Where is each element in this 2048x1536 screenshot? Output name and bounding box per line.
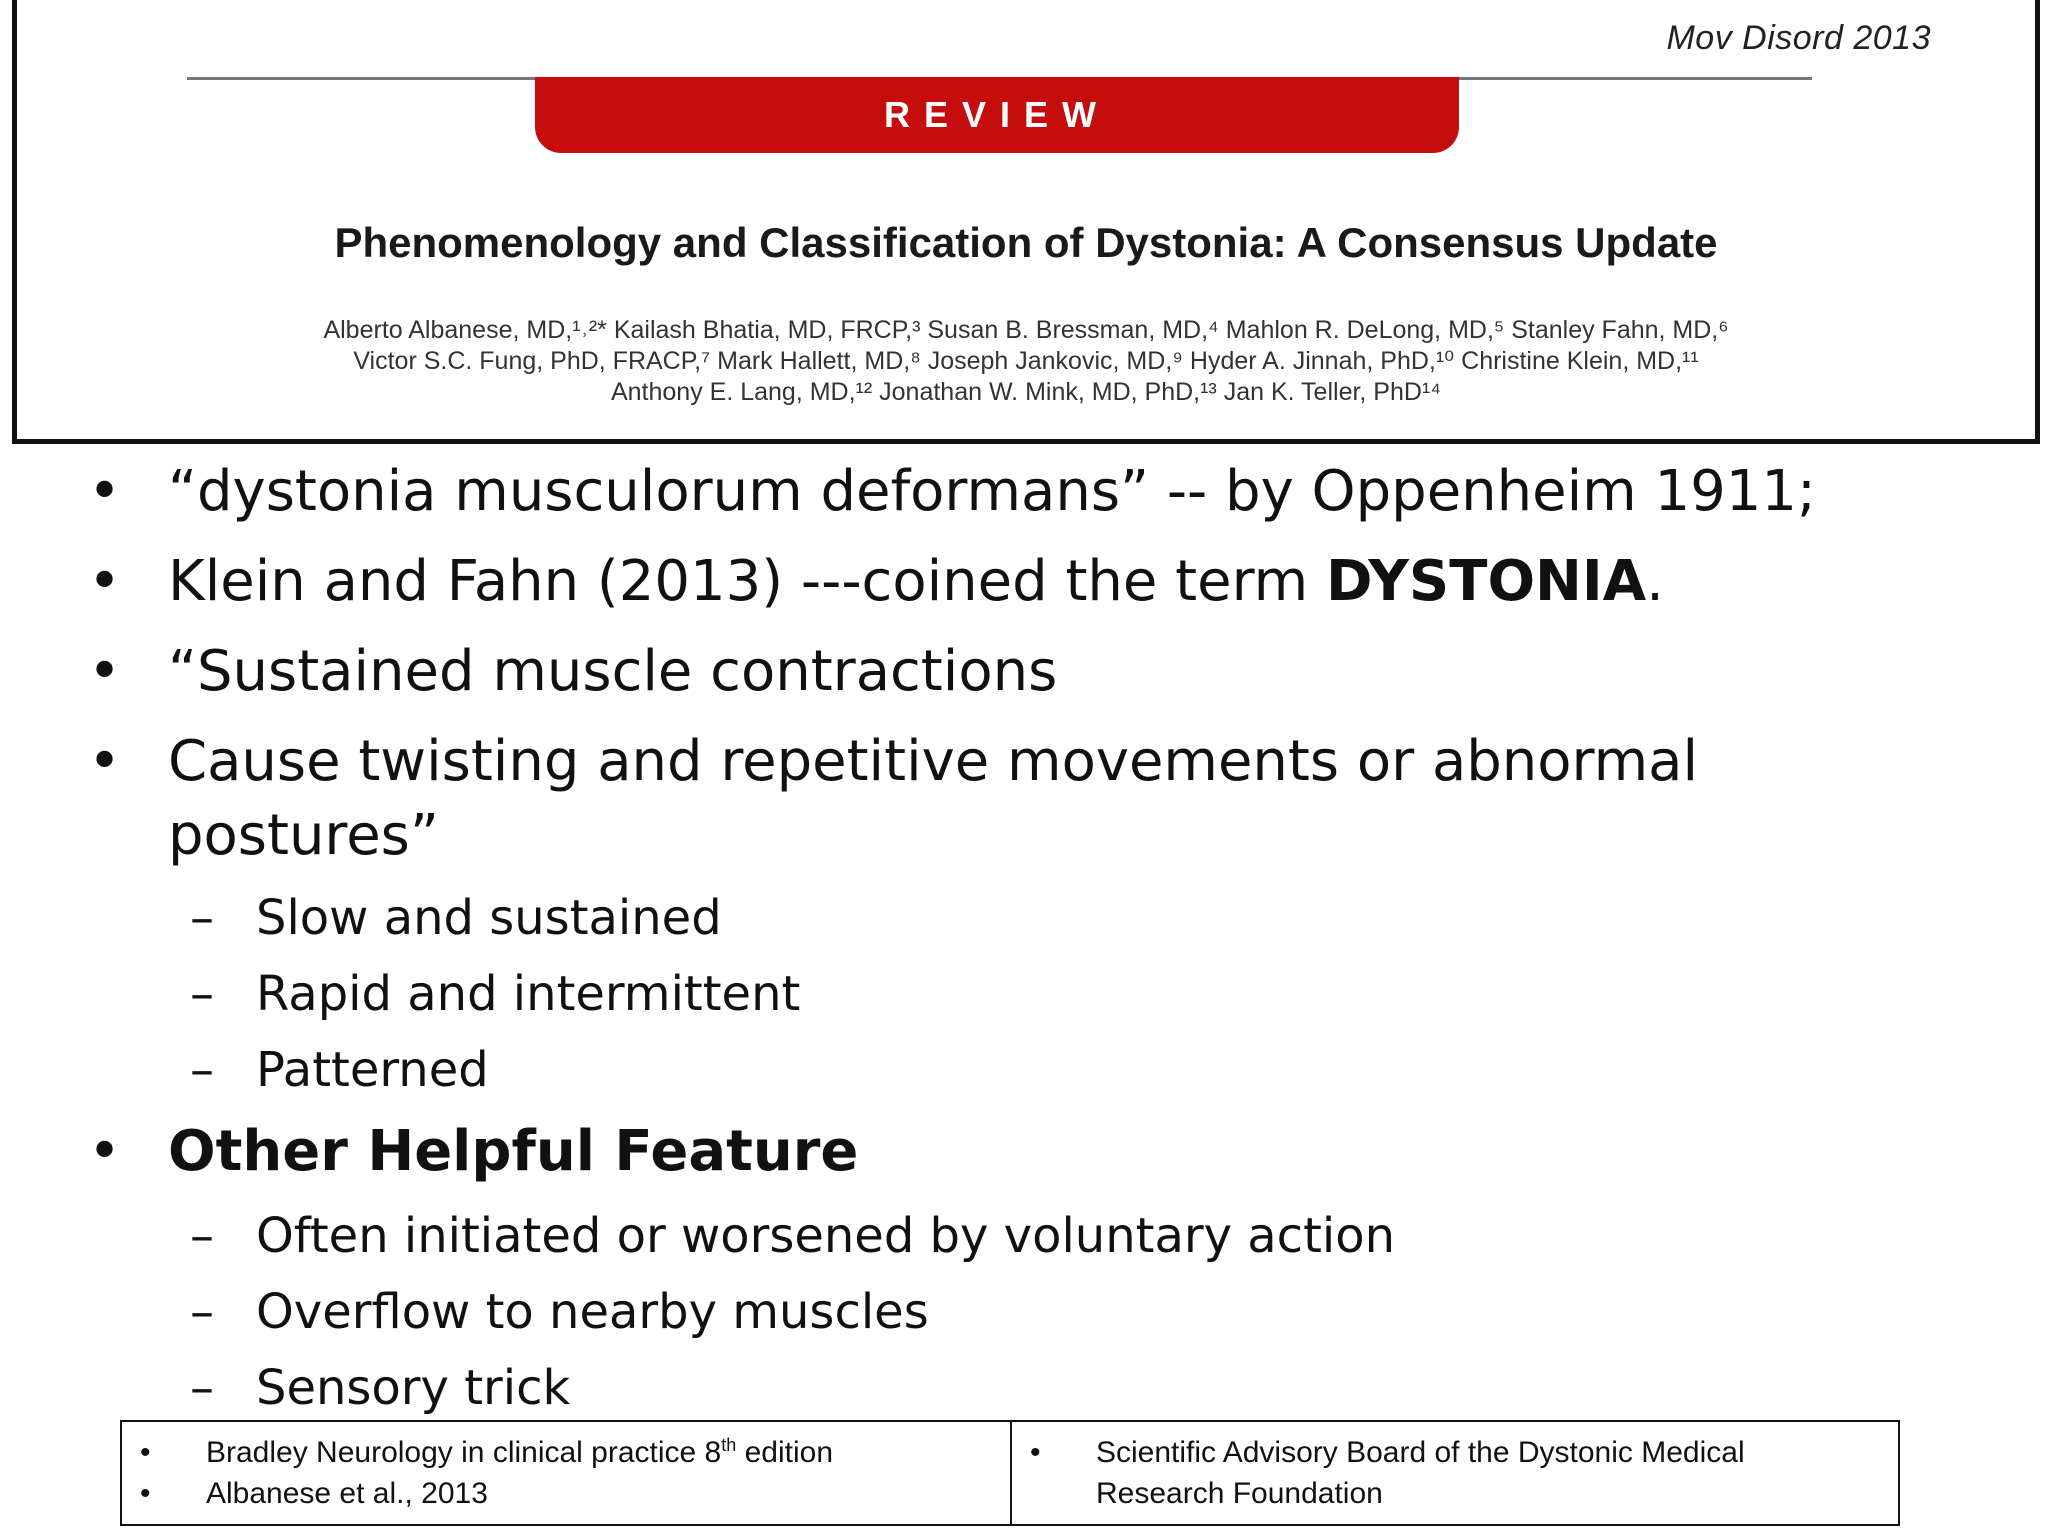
bullet-icon: • bbox=[88, 729, 122, 794]
bullet-text-suffix: . bbox=[1646, 549, 1664, 614]
bullet-icon: • bbox=[1030, 1436, 1041, 1469]
references-table bbox=[120, 1420, 1900, 1526]
bullet-icon: • bbox=[88, 1119, 122, 1184]
sub-item-text: Patterned bbox=[256, 1042, 489, 1098]
bullet-text bbox=[168, 545, 1664, 619]
sub-item-text: Rapid and intermittent bbox=[256, 966, 801, 1022]
bullet-icon: • bbox=[88, 549, 122, 614]
dash-icon: – bbox=[190, 966, 214, 1022]
references-left-cell bbox=[122, 1422, 1010, 1524]
reference-item bbox=[1012, 1432, 1898, 1473]
sub-item-text: Often initiated or worsened by voluntary action bbox=[256, 1208, 1396, 1264]
author-line: Victor S.C. Fung, PhD, FRACP,⁷ Mark Hallett, MD,⁸ Joseph Jankovic, MD,⁹ Hyder A. Jinnah, PhD,¹⁰ Christine Klein, MD,¹¹ bbox=[353, 347, 1699, 375]
bullet-heading: Other Helpful Feature bbox=[168, 1119, 859, 1184]
reference-text: Research Foundation bbox=[1096, 1477, 1383, 1510]
review-banner: REVIEW bbox=[535, 77, 1459, 153]
dash-icon: – bbox=[190, 890, 214, 946]
reference-item bbox=[122, 1432, 1010, 1473]
dystonia-term: DYSTONIA bbox=[1325, 549, 1647, 614]
bullet-text: Cause twisting and repetitive movements or abnormal bbox=[168, 729, 1699, 794]
bullet-text: “dystonia musculorum deformans” -- by Oppenheim 1911; bbox=[168, 459, 1816, 524]
sub-item-text: Slow and sustained bbox=[256, 890, 722, 946]
bullet-text: “Sustained muscle contractions bbox=[168, 639, 1058, 704]
bullet-icon: • bbox=[140, 1477, 151, 1510]
sub-item-text: Sensory trick bbox=[256, 1360, 571, 1416]
bullet-text-prefix: Klein and Fahn (2013) ---coined the term bbox=[168, 549, 1326, 614]
dash-icon: – bbox=[190, 1360, 214, 1416]
author-line: Alberto Albanese, MD,¹˒²* Kailash Bhatia, MD, FRCP,³ Susan B. Bressman, MD,⁴ Mahlon R. DeLong, MD,⁵ Stanley Fahn, MD,⁶ bbox=[323, 316, 1729, 344]
bullet-icon: • bbox=[88, 459, 122, 524]
bullet-text: postures” bbox=[168, 803, 439, 868]
bullet-icon: • bbox=[140, 1436, 151, 1469]
reference-text: Bradley Neurology in clinical practice 8 bbox=[206, 1436, 722, 1469]
author-line: Anthony E. Lang, MD,¹² Jonathan W. Mink, MD, PhD,¹³ Jan K. Teller, PhD¹⁴ bbox=[610, 378, 1442, 406]
dash-icon: – bbox=[190, 1284, 214, 1340]
reference-text-suffix: edition bbox=[736, 1436, 834, 1469]
sub-item-text: Overflow to nearby muscles bbox=[256, 1284, 929, 1340]
reference-text: Albanese et al., 2013 bbox=[206, 1477, 488, 1510]
reference-item-continuation bbox=[1012, 1473, 1898, 1514]
reference-text: Scientific Advisory Board of the Dystonic Medical bbox=[1096, 1436, 1745, 1469]
paper-title: Phenomenology and Classification of Dystonia: A Consensus Update bbox=[334, 219, 1718, 266]
dash-icon: – bbox=[190, 1042, 214, 1098]
reference-superscript: th bbox=[721, 1435, 737, 1455]
dash-icon: – bbox=[190, 1208, 214, 1264]
reference-item bbox=[122, 1473, 1010, 1514]
bullet-icon: • bbox=[88, 639, 122, 704]
journal-citation: Mov Disord 2013 bbox=[1666, 19, 1931, 57]
references-right-cell bbox=[1010, 1422, 1898, 1524]
